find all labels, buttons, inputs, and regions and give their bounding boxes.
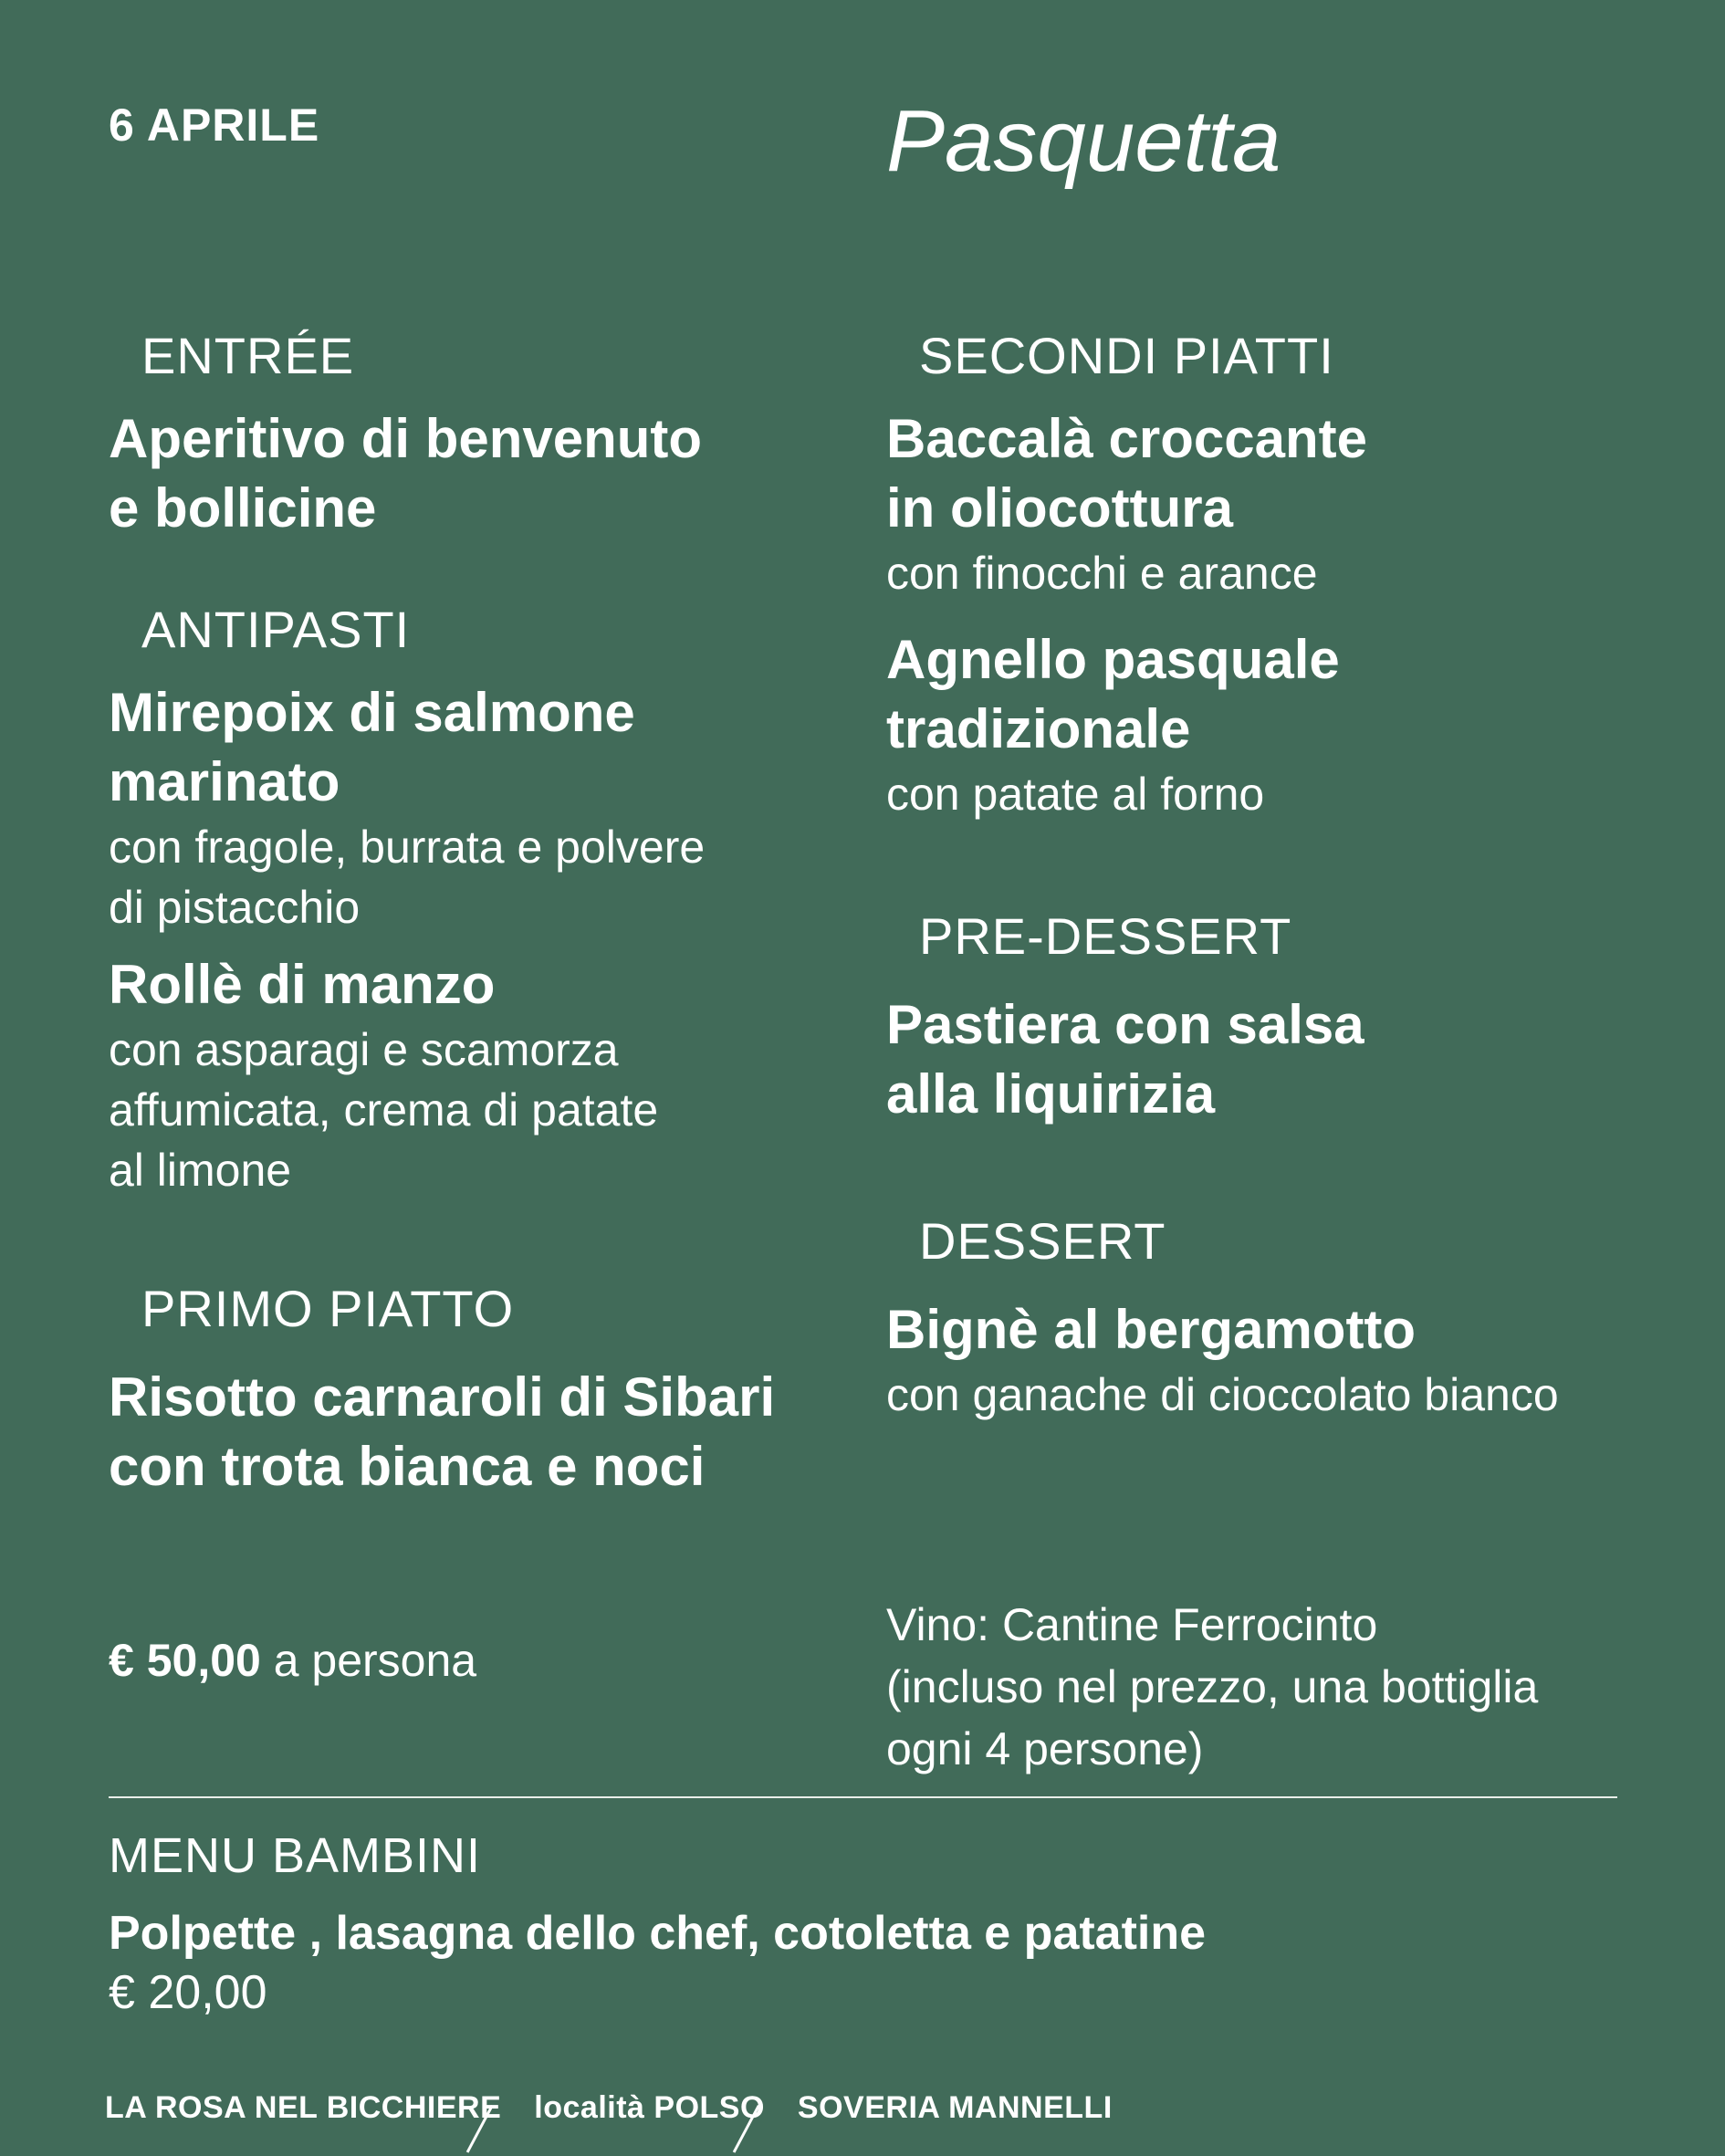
footer-address [105, 2090, 1113, 2126]
dish-name-risotto: Risotto carnaroli di Sibari con trota bianca e noci [109, 1366, 776, 1497]
dish-name-bigne: Bignè al bergamotto [886, 1299, 1417, 1360]
footer-venue: LA ROSA NEL BICCHIERE [105, 2090, 502, 2125]
dish-name-pastiera: Pastiera con salsa alla liquirizia [886, 994, 1364, 1125]
left-column [109, 324, 857, 1502]
dish-desc-mirepoix: con fragole, burrata e polvere di pistacchio [109, 822, 706, 933]
footer-town: SOVERIA MANNELLI [797, 2090, 1113, 2125]
dish-name-mirepoix: Mirepoix di salmone marinato [109, 682, 635, 812]
section-heading-primo: PRIMO PIATTO [141, 1280, 515, 1337]
section-heading-secondi: SECONDI PIATTI [919, 327, 1334, 384]
price-amount: € 50,00 [109, 1635, 261, 1686]
dish-name-aperitivo: Aperitivo di benvenuto e bollicine [109, 408, 703, 539]
section-heading-entree: ENTRÉE [141, 327, 355, 384]
dish-name-rolle: Rollè di manzo [109, 954, 496, 1015]
right-column [886, 324, 1671, 1425]
divider [109, 1796, 1617, 1798]
section-heading-dessert: DESSERT [919, 1212, 1166, 1270]
section-heading-predessert: PRE-DESSERT [919, 907, 1292, 965]
price-unit: a persona [260, 1635, 477, 1686]
menu-title: Pasquetta [886, 92, 1281, 190]
price-per-person [109, 1634, 476, 1687]
dish-name-baccala: Baccalà croccante in oliocottura [886, 408, 1367, 539]
dish-desc-baccala: con finocchi e arance [886, 548, 1318, 599]
dish-desc-bigne: con ganache di cioccolato bianco [886, 1369, 1559, 1420]
dish-name-agnello: Agnello pasquale tradizionale [886, 629, 1340, 759]
wine-note: Vino: Cantine Ferrocinto (incluso nel prezzo, una bottiglia ogni 4 persone) [886, 1599, 1539, 1774]
dish-desc-rolle: con asparagi e scamorza affumicata, crema di patate al limone [109, 1024, 659, 1196]
event-date: 6 APRILE [109, 99, 320, 151]
kids-menu-price: € 20,00 [109, 1966, 267, 2019]
footer-locality: località POLSO [534, 2090, 765, 2125]
section-heading-antipasti: ANTIPASTI [141, 601, 411, 658]
kids-menu-heading: MENU BAMBINI [109, 1828, 482, 1883]
kids-menu-dishes: Polpette , lasagna dello chef, cotoletta e patatine [109, 1907, 1207, 1960]
dish-desc-agnello: con patate al forno [886, 769, 1265, 820]
